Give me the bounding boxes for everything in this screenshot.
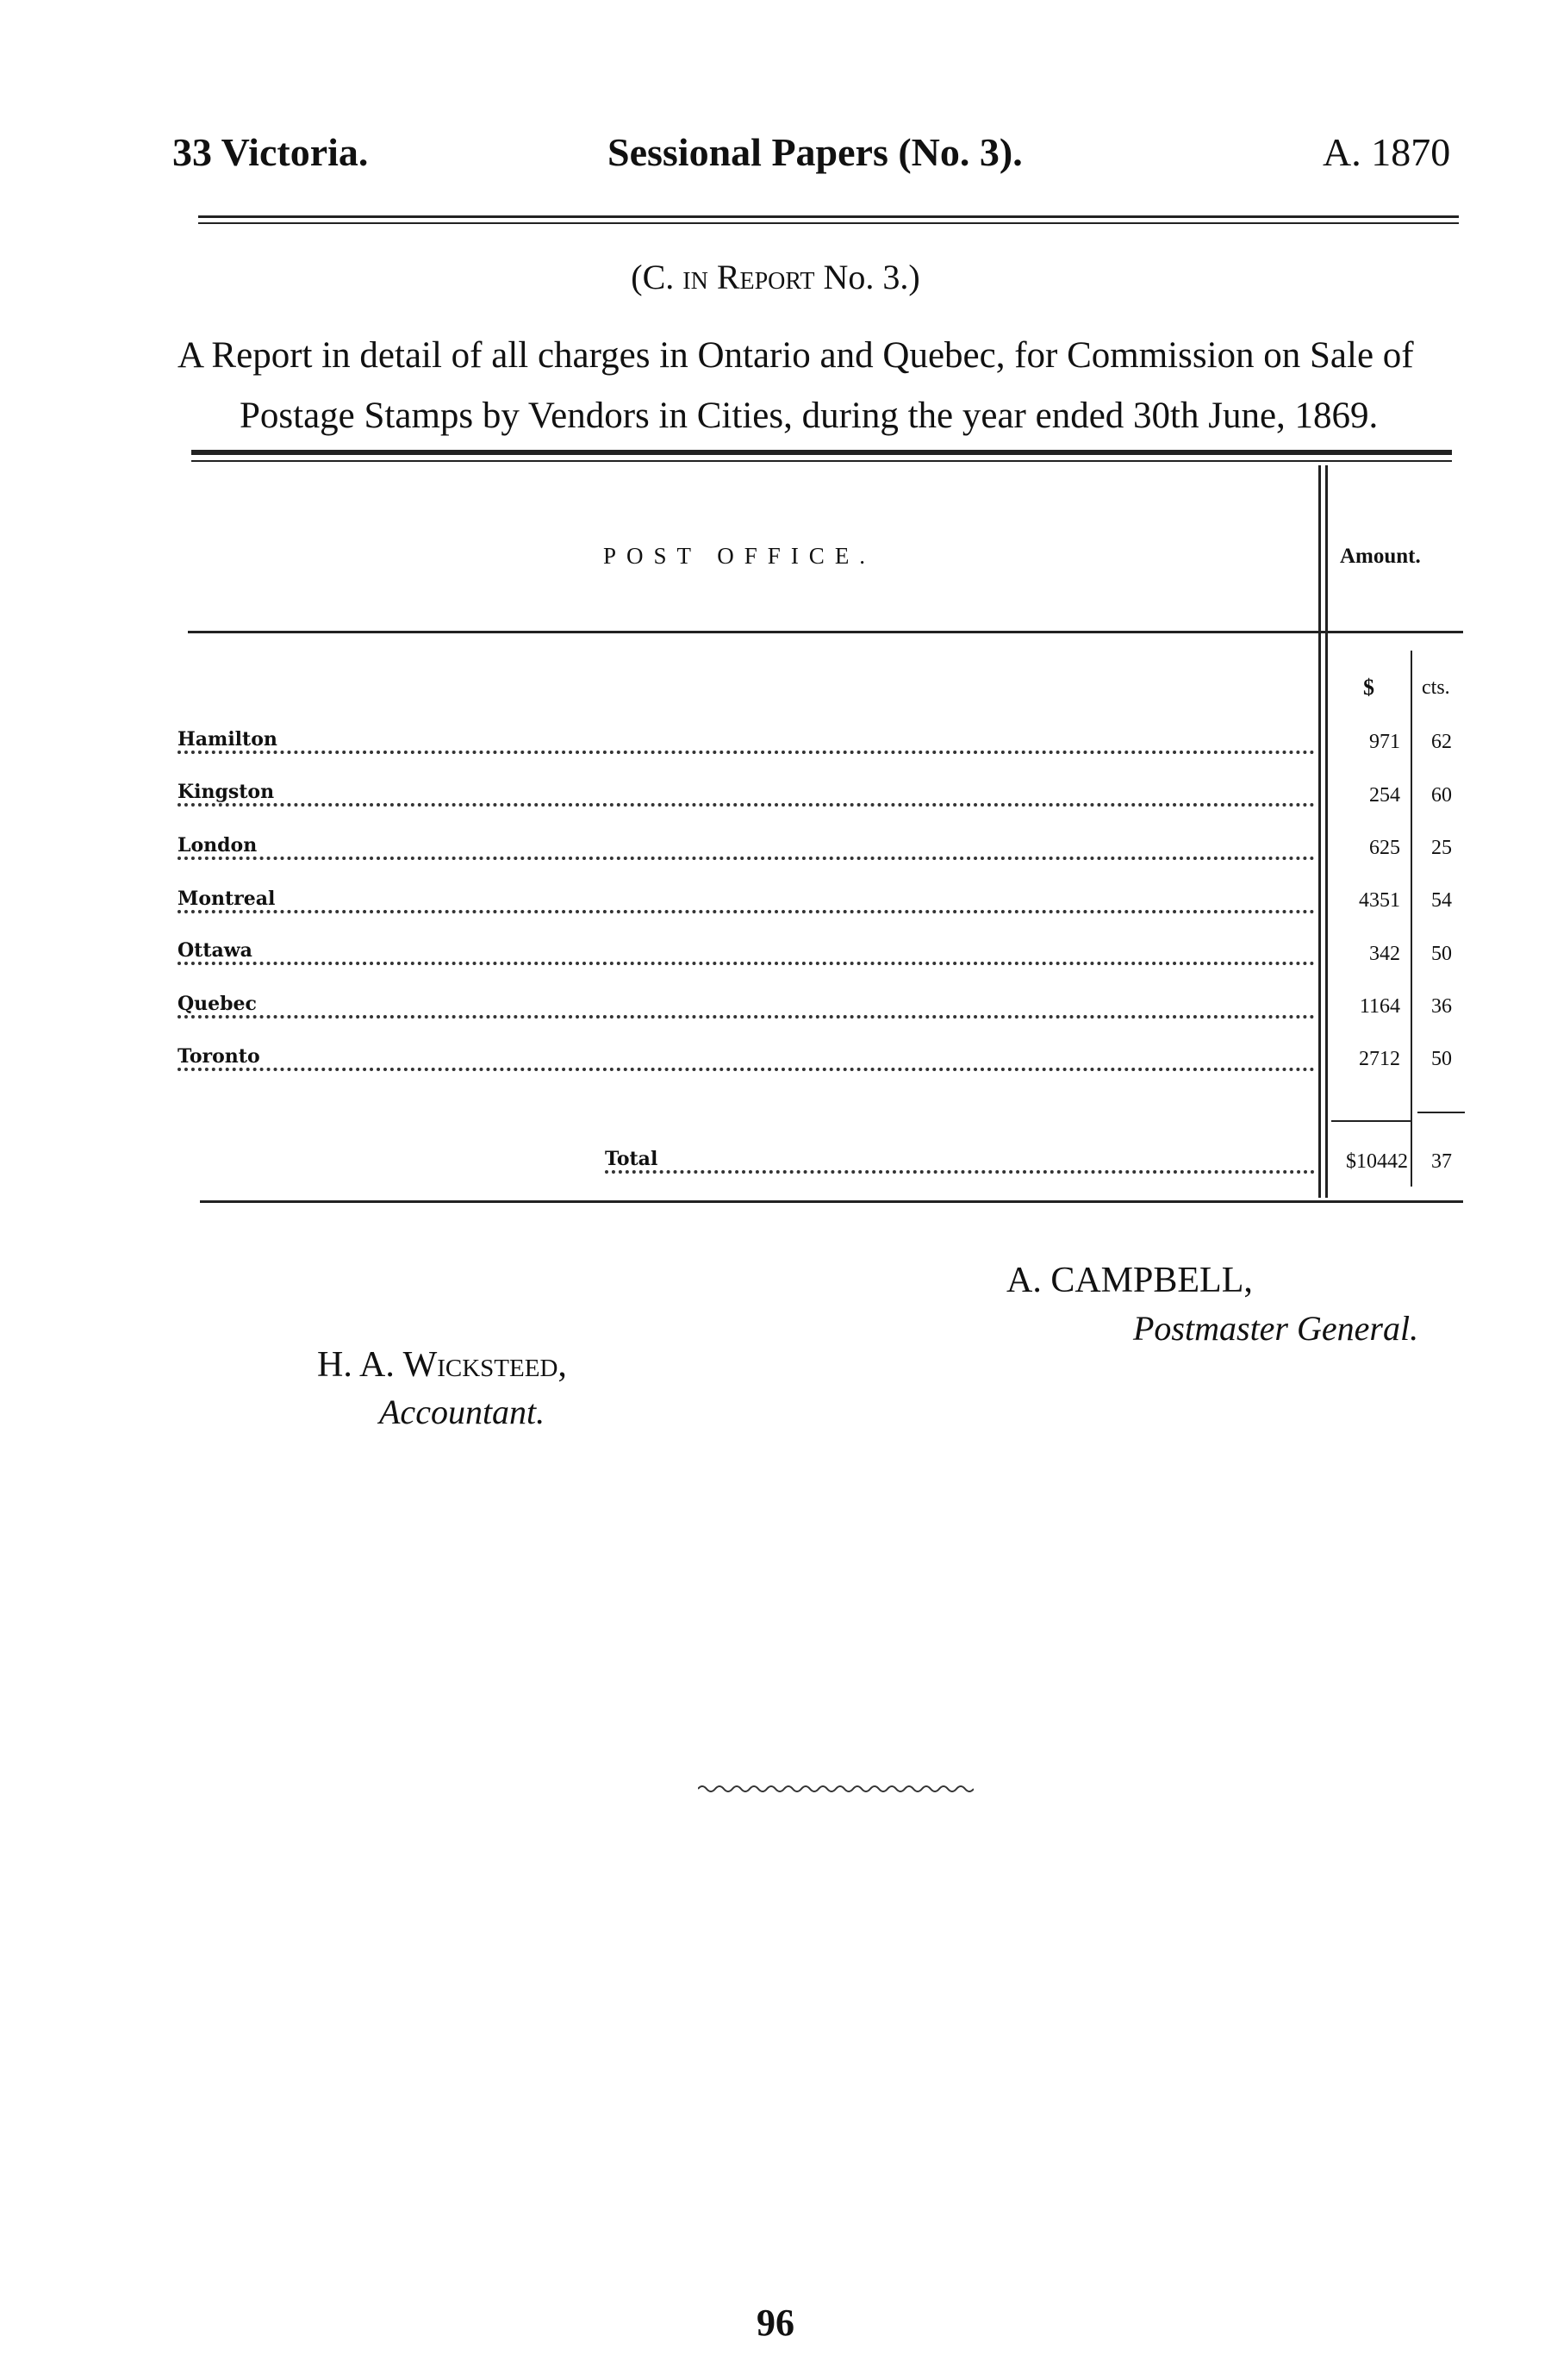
decorative-ornament <box>698 1782 974 1796</box>
table-row <box>178 834 1315 869</box>
table-row <box>178 1045 1315 1080</box>
header-left: 33 Victoria. <box>172 130 369 174</box>
office-name: Ottawa <box>178 939 258 962</box>
report-caption <box>0 257 1551 297</box>
description-line-2: Postage Stamps by Vendors in Cities, during the year ended 30th June, 1869. <box>240 396 1379 436</box>
office-name: Quebec <box>178 993 262 1015</box>
table-row <box>178 993 1315 1027</box>
column-header-post-office: POST OFFICE. <box>603 543 876 569</box>
office-name: Montreal <box>178 888 280 910</box>
total-row <box>605 1148 1315 1182</box>
accountant-name: H. A. Wicksteed, <box>317 1345 567 1385</box>
table-row <box>178 781 1315 815</box>
office-name: Hamilton <box>178 728 283 751</box>
description-line-1: A Report in detail of all charges in Ontario and Quebec, for Commission on Sale of <box>178 335 1414 376</box>
leader-dots <box>178 1015 1315 1019</box>
signatory-name: A. CAMPBELL, <box>1006 1261 1253 1300</box>
page-number: 96 <box>757 2302 794 2344</box>
cents-divider <box>1411 651 1412 1187</box>
office-name: Kingston <box>178 781 279 803</box>
cents-value: 50 <box>1431 1048 1452 1070</box>
cents-sum-rule <box>1417 1112 1465 1113</box>
leader-dots <box>178 910 1315 913</box>
unit-cents: cts. <box>1422 676 1450 699</box>
total-dollars: $10442 <box>1346 1150 1408 1173</box>
unit-dollars: $ <box>1363 675 1374 700</box>
dollars-value: 1164 <box>1359 995 1400 1018</box>
report-description <box>178 326 1470 446</box>
signatory-title: Postmaster General. <box>1133 1309 1419 1348</box>
leader-dots <box>178 803 1315 807</box>
leader-dots <box>605 1170 1315 1174</box>
dollars-value: 4351 <box>1359 889 1400 912</box>
header-rule-bottom <box>198 222 1459 224</box>
total-label: Total <box>605 1148 663 1170</box>
caption-small-caps: in Report <box>682 258 815 296</box>
leader-dots <box>178 751 1315 754</box>
table-top-rule-thin <box>191 460 1452 462</box>
header-rule-top <box>198 215 1459 218</box>
caption-suffix: No. 3.) <box>814 258 920 296</box>
cents-value: 36 <box>1431 995 1452 1018</box>
table-header-rule <box>188 631 1463 633</box>
accountant-title: Accountant. <box>379 1392 545 1431</box>
table-row <box>178 728 1315 763</box>
cents-value: 25 <box>1431 837 1452 859</box>
caption-prefix: (C. <box>631 258 683 296</box>
dollars-value: 625 <box>1369 837 1400 859</box>
column-divider-2 <box>1325 465 1328 1198</box>
leader-dots <box>178 857 1315 860</box>
dollars-value: 342 <box>1369 943 1400 965</box>
header-center: Sessional Papers (No. 3). <box>607 130 1023 174</box>
column-header-amount: Amount. <box>1340 545 1421 568</box>
table-bottom-rule <box>200 1200 1463 1203</box>
dollars-value: 254 <box>1369 784 1400 807</box>
table-row <box>178 888 1315 922</box>
dollars-sum-rule <box>1331 1120 1411 1122</box>
header-right: A. 1870 <box>1323 130 1451 174</box>
dollars-value: 971 <box>1369 731 1400 753</box>
table-top-rule <box>191 450 1452 455</box>
cents-value: 50 <box>1431 943 1452 965</box>
table-row <box>178 939 1315 974</box>
office-name: Toronto <box>178 1045 265 1068</box>
cents-value: 60 <box>1431 784 1452 807</box>
office-name: London <box>178 834 262 857</box>
column-divider-1 <box>1318 465 1321 1198</box>
leader-dots <box>178 1068 1315 1071</box>
cents-value: 62 <box>1431 731 1452 753</box>
total-cents: 37 <box>1431 1150 1452 1173</box>
dollars-value: 2712 <box>1359 1048 1400 1070</box>
cents-value: 54 <box>1431 889 1452 912</box>
leader-dots <box>178 962 1315 965</box>
